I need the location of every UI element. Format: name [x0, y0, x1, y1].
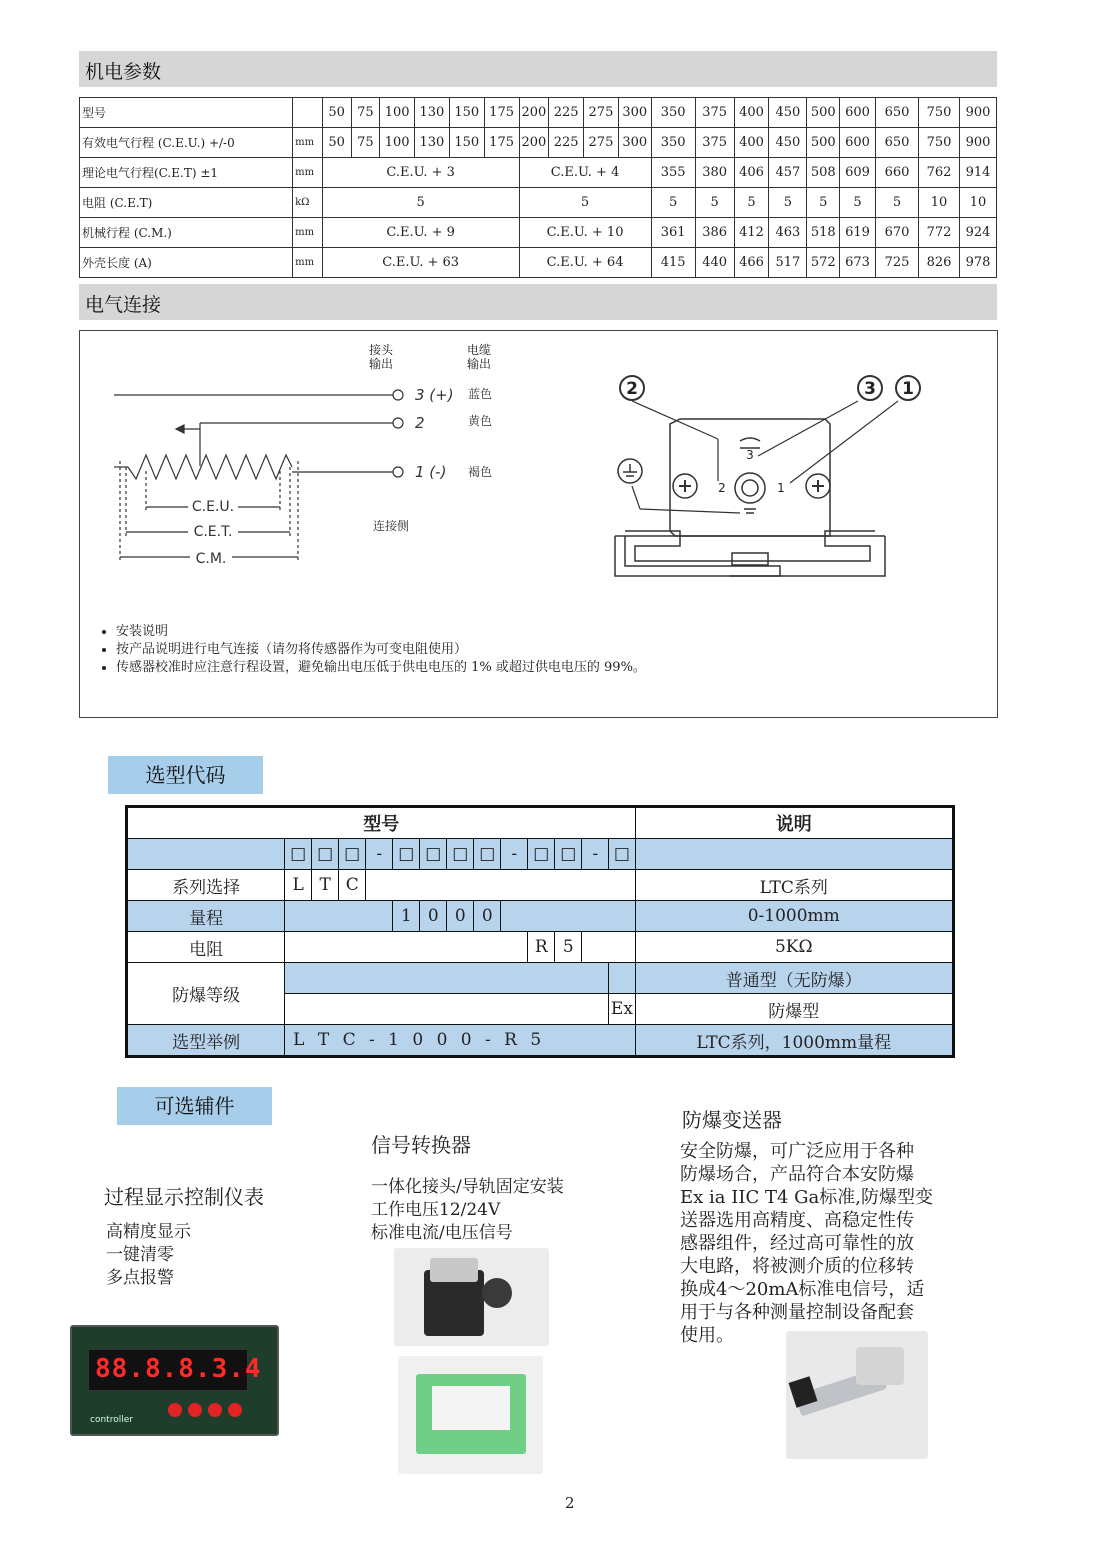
resistance-desc: 5KΩ	[635, 932, 953, 963]
spec-cell: 600	[840, 128, 876, 158]
spec-cell: 609	[840, 158, 876, 188]
spec-cell: 375	[695, 98, 734, 128]
example-code: L T C - 1 0 0 0 - R 5	[285, 1025, 635, 1057]
ceu-label: C.E.U.	[191, 499, 235, 515]
series-row	[127, 870, 954, 901]
spec-cell: 275	[584, 128, 619, 158]
spec-cell: 275	[584, 98, 619, 128]
spec-cell: 650	[875, 98, 918, 128]
spec-cell: 463	[769, 218, 807, 248]
accessories-badge: 可选辅件	[117, 1087, 272, 1125]
series-desc: LTC系列	[635, 870, 953, 901]
resistance-label: 电阻	[127, 932, 285, 963]
inner-pin-2: 2	[718, 481, 726, 495]
code-box: □	[555, 839, 582, 870]
button-icon	[228, 1403, 242, 1417]
code-box: □	[447, 839, 474, 870]
code-box: □	[609, 839, 635, 870]
spec-unit: kΩ	[293, 188, 323, 218]
spec-cell: 670	[875, 218, 918, 248]
connector-output-header: 接头 输出	[369, 343, 394, 371]
description-line: 换成4～20mA标准电信号，适	[680, 1279, 925, 1300]
spec-cell: 508	[807, 158, 840, 188]
spec-group-a: C.E.U. + 63	[322, 248, 519, 278]
spec-unit: mm	[293, 248, 323, 278]
spec-cell: 75	[351, 98, 380, 128]
resistance-code: R	[528, 932, 555, 963]
transmitter-photo	[786, 1331, 928, 1459]
feature-line: 一键清零	[106, 1245, 174, 1265]
range-code: 0	[474, 901, 501, 932]
display-readout: 88.8.8.3.4	[95, 1354, 262, 1384]
spec-group-b: C.E.U. + 4	[519, 158, 651, 188]
range-row	[127, 901, 954, 932]
spec-cell: 450	[769, 98, 807, 128]
pin-number-3: 3	[864, 379, 876, 399]
spec-cell: 50	[322, 98, 351, 128]
spec-cell: 440	[695, 248, 734, 278]
spec-cell: 100	[380, 128, 415, 158]
electrical-section-title: 电气连接	[85, 294, 162, 316]
cable-output-header: 电缆 输出	[467, 343, 492, 371]
spec-label: 机械行程 (C.M.)	[80, 218, 293, 248]
spec-unit: mm	[293, 158, 323, 188]
spec-row-cet	[80, 158, 997, 188]
range-code: 0	[420, 901, 447, 932]
spec-cell: 750	[919, 128, 960, 158]
code-box: □	[420, 839, 447, 870]
electrical-section-bar	[79, 284, 997, 320]
range-desc: 0-1000mm	[635, 901, 953, 932]
spec-cell: 175	[484, 128, 519, 158]
description-line: Ex ia IIC T4 Ga标准,防爆型变	[680, 1187, 933, 1208]
code-box: □	[312, 839, 339, 870]
feature-line: 标准电流/电压信号	[371, 1223, 513, 1243]
example-label: 选型举例	[127, 1025, 285, 1057]
example-desc: LTC系列，1000mm量程	[635, 1025, 953, 1057]
spec-cell: 300	[618, 98, 651, 128]
display-title: 过程显示控制仪表	[104, 1185, 264, 1209]
spec-cell: 500	[807, 128, 840, 158]
spec-cell: 400	[734, 98, 769, 128]
spec-cell: 412	[734, 218, 769, 248]
transmitter-description	[680, 1140, 933, 1347]
spec-group-b: 5	[519, 188, 651, 218]
spec-cell: 50	[322, 128, 351, 158]
cet-label: C.E.T.	[193, 524, 233, 540]
spec-cell: 150	[449, 128, 484, 158]
spec-cell: 415	[651, 248, 695, 278]
spec-label: 型号	[80, 98, 293, 128]
spec-cell: 5	[807, 188, 840, 218]
spec-table	[79, 97, 997, 278]
spec-cell: 5	[695, 188, 734, 218]
connector-converter-photo	[394, 1248, 549, 1346]
code-separator: -	[582, 839, 609, 870]
pin-number-2: 2	[626, 379, 638, 399]
inner-pin-3: 3	[746, 448, 754, 462]
description-line: 使用。	[680, 1325, 734, 1346]
description-line: 用于与各种测量控制设备配套	[680, 1302, 914, 1323]
spec-label: 电阻 (C.E.T)	[80, 188, 293, 218]
pin-number-1: 1	[902, 379, 914, 399]
description-line: 防爆场合，产品符合本安防爆	[680, 1164, 914, 1185]
display-features	[106, 1221, 191, 1290]
spec-cell: 225	[549, 98, 584, 128]
spec-cell: 660	[875, 158, 918, 188]
explosion-desc-standard: 普通型（无防爆）	[635, 963, 953, 994]
explosion-code: Ex	[609, 994, 635, 1025]
color3-label: 蓝色	[468, 387, 493, 401]
params-section-title: 机电参数	[85, 61, 162, 83]
ground-icon	[623, 464, 756, 513]
spec-cell: 175	[484, 98, 519, 128]
connector-drawing	[615, 419, 885, 576]
explosion-label: 防爆等级	[127, 963, 285, 1025]
description-line: 感器组件，经过高可靠性的放	[680, 1233, 914, 1254]
spec-label: 外壳长度 (A)	[80, 248, 293, 278]
spec-cell: 10	[919, 188, 960, 218]
spec-cell: 518	[807, 218, 840, 248]
spec-group-b: C.E.U. + 10	[519, 218, 651, 248]
params-section-bar	[79, 51, 997, 87]
code-box: □	[528, 839, 555, 870]
spec-row-cm	[80, 218, 997, 248]
spec-label: 理论电气行程(C.E.T) ±1	[80, 158, 293, 188]
description-line: 大电路，将被测介质的位移转	[680, 1256, 914, 1277]
spec-cell: 5	[734, 188, 769, 218]
spec-cell: 619	[840, 218, 876, 248]
cm-label: C.M.	[195, 551, 227, 567]
description-line: 送器选用高精度、高稳定性传	[680, 1210, 914, 1231]
spec-cell: 466	[734, 248, 769, 278]
spec-cell: 762	[919, 158, 960, 188]
feature-line: 多点报警	[106, 1268, 174, 1288]
code-box: □	[285, 839, 312, 870]
header-desc: 说明	[635, 807, 953, 839]
spec-cell: 450	[769, 128, 807, 158]
selection-code-badge: 选型代码	[108, 756, 263, 794]
inner-pin-1: 1	[777, 481, 785, 495]
explosion-code	[609, 963, 635, 994]
resistance-code: 5	[555, 932, 582, 963]
range-code: 0	[447, 901, 474, 932]
transmitter-title: 防爆变送器	[682, 1108, 782, 1132]
spec-cell: 130	[415, 128, 450, 158]
spec-cell: 673	[840, 248, 876, 278]
spec-cell: 361	[651, 218, 695, 248]
spec-cell: 750	[919, 98, 960, 128]
spec-cell: 380	[695, 158, 734, 188]
series-code: T	[312, 870, 339, 901]
spec-cell: 826	[919, 248, 960, 278]
rail-converter-photo	[398, 1356, 543, 1474]
note-item: • 安装说明	[116, 623, 646, 641]
spec-cell: 500	[807, 98, 840, 128]
example-row	[127, 1025, 954, 1057]
page-number: 2	[565, 1494, 575, 1512]
spec-row-resistance	[80, 188, 997, 218]
spec-cell: 75	[351, 128, 380, 158]
code-box: □	[339, 839, 366, 870]
spec-cell: 772	[919, 218, 960, 248]
spec-cell: 225	[549, 128, 584, 158]
spec-cell: 150	[449, 98, 484, 128]
series-code: C	[339, 870, 366, 901]
spec-unit: mm	[293, 128, 323, 158]
series-code: L	[285, 870, 312, 901]
spec-cell: 200	[519, 128, 549, 158]
spec-cell: 457	[769, 158, 807, 188]
pin1-label: 1 (-)	[415, 463, 447, 481]
spec-cell: 725	[875, 248, 918, 278]
spec-label: 有效电气行程 (C.E.U.) +/-0	[80, 128, 293, 158]
spec-cell: 300	[618, 128, 651, 158]
converter-title: 信号转换器	[371, 1133, 471, 1157]
spec-unit: mm	[293, 218, 323, 248]
spec-cell: 600	[840, 98, 876, 128]
spec-cell: 5	[651, 188, 695, 218]
explosion-desc-ex: 防爆型	[635, 994, 953, 1025]
install-notes	[98, 623, 646, 677]
spec-cell: 650	[875, 128, 918, 158]
code-separator: -	[366, 839, 393, 870]
spec-row-ceu	[80, 128, 997, 158]
selection-table	[125, 805, 955, 1058]
side-label: 连接侧	[373, 519, 410, 533]
controller-brand: controller	[90, 1415, 133, 1425]
description-line: 安全防爆，可广泛应用于各种	[680, 1141, 914, 1162]
display-screen	[88, 1349, 262, 1391]
wiring-box	[79, 330, 998, 718]
spec-cell: 100	[380, 98, 415, 128]
spec-row-model	[80, 98, 997, 128]
note-item: • 按产品说明进行电气连接（请勿将传感器作为可变电阻使用）	[116, 641, 646, 659]
spec-cell: 900	[959, 98, 996, 128]
spec-cell: 572	[807, 248, 840, 278]
pin2-label: 2	[415, 414, 425, 432]
note-item: • 传感器校准时应注意行程设置，避免输出电压低于供电电压的 1% 或超过供电电压的 99%。	[116, 659, 646, 677]
converter-features	[371, 1176, 564, 1245]
code-boxes-row	[127, 839, 954, 870]
spec-cell: 350	[651, 98, 695, 128]
color1-label: 褐色	[468, 465, 493, 479]
series-label: 系列选择	[127, 870, 285, 901]
resistance-row	[127, 932, 954, 963]
spec-cell: 914	[959, 158, 996, 188]
selection-header-row	[127, 807, 954, 839]
spec-cell: 978	[959, 248, 996, 278]
button-icon	[188, 1403, 202, 1417]
button-icon	[168, 1403, 182, 1417]
spec-cell: 350	[651, 128, 695, 158]
spec-cell: 517	[769, 248, 807, 278]
explosion-row-standard	[127, 963, 954, 994]
code-box: □	[474, 839, 501, 870]
pin3-label: 3 (+)	[415, 386, 454, 404]
spec-group-b: C.E.U. + 64	[519, 248, 651, 278]
spec-cell: 406	[734, 158, 769, 188]
spec-cell: 5	[840, 188, 876, 218]
spec-cell: 130	[415, 98, 450, 128]
spec-row-length	[80, 248, 997, 278]
spec-cell: 900	[959, 128, 996, 158]
code-separator: -	[501, 839, 528, 870]
screw-icons	[679, 480, 824, 492]
spec-cell: 200	[519, 98, 549, 128]
spec-cell: 5	[769, 188, 807, 218]
spec-cell: 386	[695, 218, 734, 248]
display-controller-photo	[70, 1325, 279, 1436]
button-icon	[208, 1403, 222, 1417]
spec-cell: 5	[875, 188, 918, 218]
header-model: 型号	[127, 807, 636, 839]
spec-group-a: C.E.U. + 9	[322, 218, 519, 248]
range-code: 1	[393, 901, 420, 932]
spec-group-a: 5	[322, 188, 519, 218]
feature-line: 工作电压12/24V	[371, 1200, 501, 1220]
spec-cell: 375	[695, 128, 734, 158]
spec-group-a: C.E.U. + 3	[322, 158, 519, 188]
spec-cell: 924	[959, 218, 996, 248]
feature-line: 一体化接头/导轨固定安装	[371, 1177, 564, 1197]
feature-line: 高精度显示	[106, 1222, 191, 1242]
code-box: □	[393, 839, 420, 870]
spec-cell: 400	[734, 128, 769, 158]
spec-cell: 355	[651, 158, 695, 188]
range-label: 量程	[127, 901, 285, 932]
spec-cell: 10	[959, 188, 996, 218]
color2-label: 黄色	[468, 414, 493, 428]
spec-unit	[293, 98, 323, 128]
